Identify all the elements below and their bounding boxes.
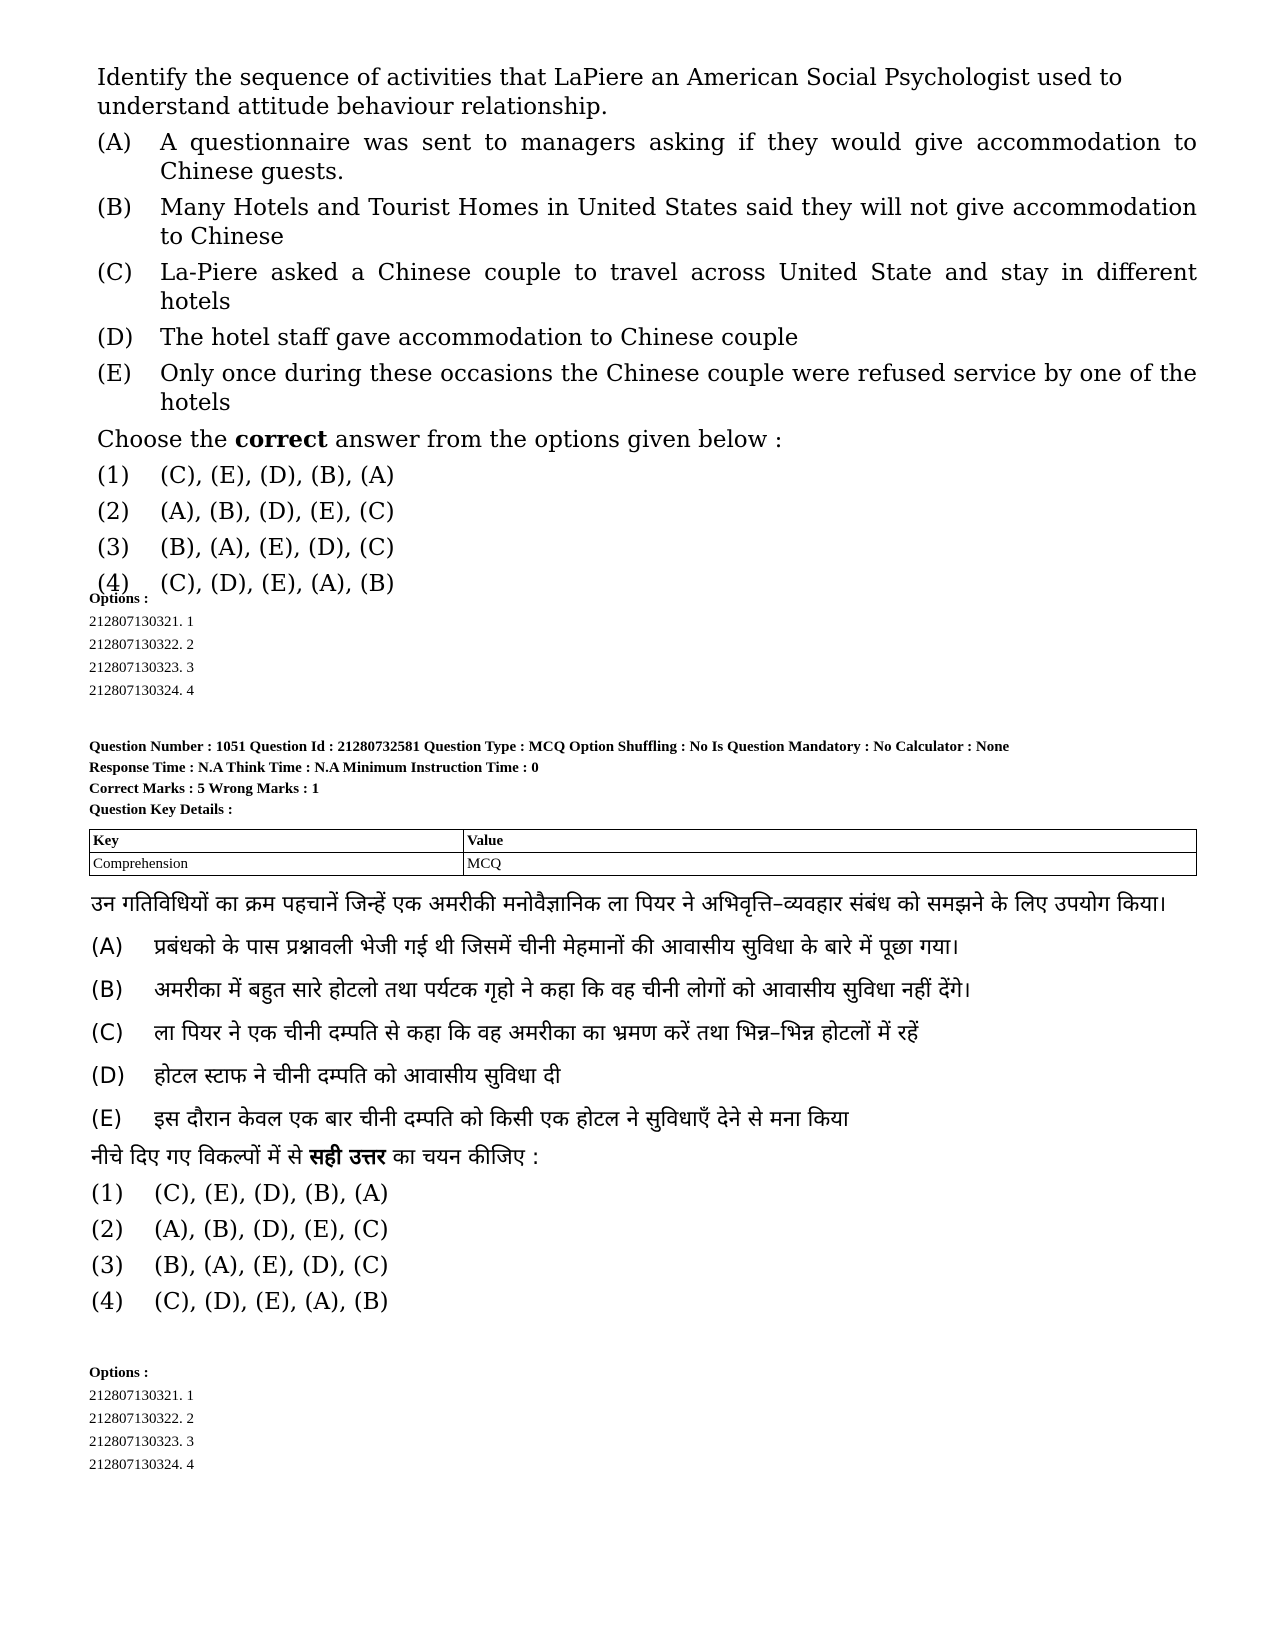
statement-item — [91, 1104, 1199, 1135]
choose-bold: सही उत्तर — [309, 1145, 386, 1170]
answer-choice — [91, 1288, 1199, 1317]
question-key-table — [89, 829, 1197, 876]
answer-choice — [91, 1216, 1199, 1245]
option-id: 212807130323. 3 — [89, 660, 194, 676]
meta-line: Response Time : N.A Think Time : N.A Minimum Instruction Time : 0 — [89, 760, 539, 776]
option-id: 212807130324. 4 — [89, 683, 194, 699]
table-cell: MCQ — [464, 853, 1197, 876]
answer-choice — [97, 498, 1197, 527]
statement-item — [97, 324, 1197, 353]
table-header-cell: Key — [90, 830, 464, 853]
table-header-cell: Value — [464, 830, 1197, 853]
answer-label: (2) — [91, 1217, 124, 1243]
statement-item — [97, 259, 1197, 317]
table-header-row — [90, 830, 1197, 853]
answer-text: (C), (D), (E), (A), (B) — [154, 1289, 389, 1315]
option-id: 212807130323. 3 — [89, 1434, 194, 1450]
question-meta — [89, 737, 1199, 821]
options-heading: Options : — [89, 1365, 149, 1381]
statement-text: Many Hotels and Tourist Homes in United States said they will not give accommodation to Chinese — [160, 195, 1197, 250]
statement-label: (A) — [91, 935, 124, 960]
statement-label: (E) — [97, 361, 132, 387]
option-id: 212807130321. 1 — [89, 1388, 194, 1404]
answer-text: (C), (D), (E), (A), (B) — [160, 571, 395, 597]
question-stem: उन गतिविधियों का क्रम पहचानें जिन्हें एक अमरीकी मनोवैज्ञानिक ला पियर ने अभिवृत्ति–व्यवहार संबंध को समझने के लिए उपयोग किया। — [91, 892, 1167, 917]
answer-choice — [91, 1180, 1199, 1209]
statement-item — [91, 932, 1199, 963]
statement-text: प्रबंधको के पास प्रश्नावली भेजी गई थी जिसमें चीनी मेहमानों की आवासीय सुविधा के बारे में पूछा गया। — [154, 935, 959, 960]
table-row — [90, 853, 1197, 876]
answer-text: (B), (A), (E), (D), (C) — [160, 535, 395, 561]
statement-label: (C) — [91, 1021, 124, 1046]
statement-label: (A) — [97, 130, 132, 156]
choose-text: का चयन कीजिए : — [392, 1145, 540, 1170]
statement-label: (D) — [91, 1064, 126, 1089]
statement-text: The hotel staff gave accommodation to Chinese couple — [160, 325, 799, 351]
choose-text: answer from the options given below : — [334, 427, 783, 453]
options-list — [89, 1362, 489, 1477]
statement-label: (E) — [91, 1107, 123, 1132]
statement-item — [97, 129, 1197, 187]
answer-text: (A), (B), (D), (E), (C) — [154, 1217, 389, 1243]
statement-text: ला पियर ने एक चीनी दम्पति से कहा कि वह अमरीका का भ्रमण करें तथा भिन्न–भिन्न होटलों में रहें — [154, 1021, 919, 1046]
statement-text: A questionnaire was sent to managers asking if they would give accommodation to Chinese guests. — [160, 130, 1197, 185]
option-id: 212807130321. 1 — [89, 614, 194, 630]
option-id: 212807130322. 2 — [89, 1411, 194, 1427]
statement-label: (B) — [91, 978, 124, 1003]
options-list — [89, 588, 489, 703]
answer-label: (3) — [97, 535, 130, 561]
option-id: 212807130322. 2 — [89, 637, 194, 653]
statement-item — [91, 1018, 1199, 1049]
statement-item — [97, 360, 1197, 418]
answer-choice — [91, 1252, 1199, 1281]
statement-text: होटल स्टाफ ने चीनी दम्पति को आवासीय सुविधा दी — [154, 1064, 561, 1089]
answer-text: (B), (A), (E), (D), (C) — [154, 1253, 389, 1279]
answer-label: (3) — [91, 1253, 124, 1279]
statement-label: (C) — [97, 260, 133, 286]
statement-item — [97, 194, 1197, 252]
statement-item — [91, 975, 1199, 1006]
statement-item — [91, 1061, 1199, 1092]
statement-text: अमरीका में बहुत सारे होटलो तथा पर्यटक गृहो ने कहा कि वह चीनी लोगों को आवासीय सुविधा नहीं देंगे। — [154, 978, 971, 1003]
answer-text: (C), (E), (D), (B), (A) — [160, 463, 395, 489]
statement-text: इस दौरान केवल एक बार चीनी दम्पति को किसी एक होटल ने सुविधाएँ देने से मना किया — [154, 1107, 849, 1132]
answer-label: (1) — [97, 463, 130, 489]
statement-label: (D) — [97, 325, 134, 351]
statement-text: Only once during these occasions the Chinese couple were refused service by one of the hotels — [160, 361, 1197, 416]
statement-text: La-Piere asked a Chinese couple to travel across United State and stay in different hotels — [160, 260, 1197, 315]
meta-line: Correct Marks : 5 Wrong Marks : 1 — [89, 781, 320, 797]
answer-text: (A), (B), (D), (E), (C) — [160, 499, 395, 525]
question-stem: Identify the sequence of activities that LaPiere an American Social Psychologist used to understand attitude behaviour relationship. — [97, 65, 1123, 120]
meta-line: Question Key Details : — [89, 802, 233, 818]
options-heading: Options : — [89, 591, 149, 607]
question-english — [97, 64, 1197, 599]
answer-label: (1) — [91, 1181, 124, 1207]
answer-label: (2) — [97, 499, 130, 525]
statement-label: (B) — [97, 195, 132, 221]
meta-line: Question Number : 1051 Question Id : 21280732581 Question Type : MCQ Option Shuffling : No Is Question Mandatory : No Calculator : None — [89, 739, 1010, 755]
table-cell: Comprehension — [90, 853, 464, 876]
option-id: 212807130324. 4 — [89, 1457, 194, 1473]
answer-label: (4) — [97, 571, 130, 597]
question-hindi — [91, 889, 1199, 1317]
answer-label: (4) — [91, 1289, 124, 1315]
answer-text: (C), (E), (D), (B), (A) — [154, 1181, 389, 1207]
choose-text: नीचे दिए गए विकल्पों में से — [91, 1145, 303, 1170]
answer-choice — [97, 462, 1197, 491]
answer-choice — [97, 534, 1197, 563]
choose-instruction — [97, 425, 1197, 455]
choose-instruction — [91, 1142, 1199, 1173]
choose-text: Choose the — [97, 427, 228, 453]
choose-bold: correct — [234, 426, 328, 453]
